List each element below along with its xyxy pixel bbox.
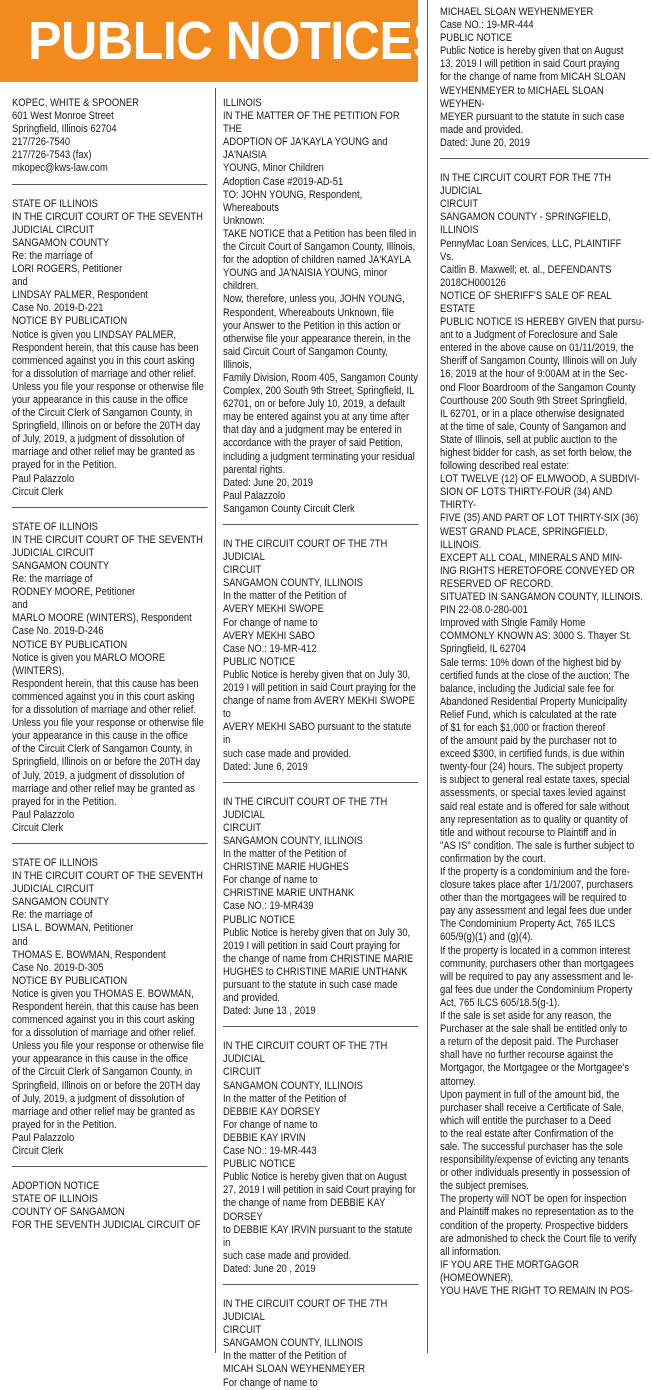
notice-line: commenced against you in this court asking: [12, 354, 195, 367]
notice-separator: [12, 507, 207, 508]
notice-line: If the sale is set aside for any reason, the: [440, 1010, 612, 1023]
notice-line: marriage and other relief may be granted as: [12, 1105, 195, 1118]
notice-line: PUBLIC NOTICE: [223, 1158, 296, 1171]
notice-line: Respondent herein, that this cause has been: [12, 1001, 199, 1013]
notice-separator: [223, 524, 418, 525]
public-notices-banner: [0, 0, 446, 82]
page-title: PUBLIC NOTICES: [28, 11, 446, 71]
notice-block: [223, 796, 418, 1019]
notice-line: SANGAMON COUNTY, ILLINOIS: [223, 834, 363, 847]
notice-line: your appearance in this cause in the office: [12, 730, 189, 743]
notice-line: Dated: June 20, 2019: [440, 136, 530, 149]
notice-line: Springfield, Illinois on or before the 20TH day: [12, 756, 201, 769]
notice-line: Case NO.: 19-MR-444: [440, 19, 534, 32]
notice-line: Unknown:: [223, 214, 265, 227]
notice-line: NOTICE BY PUBLICATION: [12, 974, 128, 987]
notice-block: [12, 1180, 207, 1232]
notice-line: commenced against you in this court asking: [12, 1014, 195, 1027]
notice-line: Paul Palazzolo: [223, 489, 286, 502]
notice-line: 601 West Monroe Street: [12, 110, 114, 123]
notice-line: following described real estate:: [440, 460, 570, 473]
notice-line: the change of name from DEBBIE KAY DORSEY: [223, 1197, 386, 1223]
notice-line: PUBLIC NOTICE: [223, 655, 296, 668]
notice-line: the subject premises.: [440, 1180, 529, 1193]
notice-line: condition of the property. Prospective bidders: [440, 1219, 629, 1232]
notice-line: NOTICE OF SHERIFF'S SALE OF REAL ESTATE: [440, 289, 612, 315]
notice-line: CIRCUIT: [223, 564, 262, 577]
notice-line: DEBBIE KAY IRVIN: [223, 1131, 306, 1144]
notice-line: 16, 2019 at the hour of 9:00AM at in the Sec-: [440, 368, 628, 381]
notice-line: Respondent, Whereabouts Unknown, file: [223, 306, 394, 319]
notice-line: SITUATED IN SANGAMON COUNTY, ILLINOIS.: [440, 591, 643, 604]
notice-line: WEYHENMEYER to MICHAEL SLOAN WEYHEN-: [440, 84, 604, 110]
notice-line: COUNTY OF SANGAMON: [12, 1206, 125, 1219]
notice-block: [12, 521, 207, 835]
notice-line: ant to a Judgment of Foreclosure and Sale: [440, 329, 618, 342]
notice-line: of July, 2019, a judgment of dissolution of: [12, 769, 185, 782]
notice-separator: [440, 158, 649, 159]
notice-line: LOT TWELVE (12) OF ELMWOOD, A SUBDIVI-: [440, 473, 640, 486]
notice-line: Mortgagor, the Mortgagee or the Mortgagee's: [440, 1062, 629, 1075]
notice-block: [223, 1298, 418, 1390]
notice-line: PUBLIC NOTICE IS HEREBY GIVEN that pursu-: [440, 316, 645, 329]
notice-line: IN THE CIRCUIT COURT FOR THE 7TH JUDICIAL: [440, 172, 612, 198]
notice-line: HUGHES to CHRISTINE MARIE UNTHANK: [223, 965, 408, 978]
notice-line: shall have no further recourse against the: [440, 1049, 614, 1062]
column-divider: [427, 0, 428, 1353]
notice-line: sale. The successful purchaser has the sole: [440, 1140, 623, 1153]
notice-line: CIRCUIT: [223, 821, 262, 834]
notice-line: YOU HAVE THE RIGHT TO REMAIN IN POS-: [440, 1285, 634, 1297]
column-divider: [215, 88, 216, 1353]
notice-column-2: [223, 97, 418, 1390]
notice-line: JUDICIAL CIRCUIT: [12, 546, 95, 559]
notice-line: Public Notice is hereby given that on August: [223, 1171, 407, 1184]
notice-line: Purchaser at the sale shall be entitled only to: [440, 1023, 628, 1036]
notice-line: 2018CH000126: [440, 276, 506, 289]
notice-line: For change of name to: [223, 1118, 318, 1131]
notice-column-1: [12, 97, 207, 1233]
notice-line: Dated: June 13 , 2019: [223, 1005, 316, 1018]
notice-line: FOR THE SEVENTH JUDICIAL CIRCUIT OF: [12, 1219, 201, 1232]
notice-line: STATE OF ILLINOIS: [12, 1193, 98, 1206]
notice-line: State of Illinois, sell at public auction to the: [440, 433, 618, 446]
notice-line: Dated: June 20, 2019: [223, 476, 313, 489]
notice-line: IN THE CIRCUIT COURT OF THE SEVENTH: [12, 870, 203, 883]
notice-line: change of name from AVERY MEKHI SWOPE to: [223, 695, 415, 721]
notice-separator: [12, 1166, 207, 1167]
notice-line: CHRISTINE MARIE UNTHANK: [223, 887, 355, 900]
notice-line: to the real estate after Confirmation of the: [440, 1127, 614, 1140]
notice-line: such case made and provided.: [223, 747, 352, 760]
notice-line: AVERY MEKHI SWOPE: [223, 603, 324, 616]
notice-line: Case No. 2019-D-246: [12, 625, 104, 638]
notice-block: [12, 97, 207, 176]
notice-line: If the property is located in a common interest: [440, 944, 631, 957]
notice-line: community, purchasers other than mortgagees: [440, 957, 634, 970]
notice-line: is subject to general real estate taxes, special: [440, 774, 630, 787]
notice-line: Public Notice is hereby given that on July 30,: [223, 926, 411, 939]
notice-line: Complex, 200 South 9th Street, Springfield, IL: [223, 385, 415, 398]
notice-line: your appearance in this cause in the office: [12, 1053, 189, 1066]
notice-line: Case No. 2019-D-221: [12, 302, 104, 315]
notice-line: JUDICIAL CIRCUIT: [12, 883, 95, 896]
notice-line: SANGAMON COUNTY: [12, 236, 110, 249]
notice-line: of the Circuit Clerk of Sangamon County, in: [12, 407, 193, 420]
notice-block: [223, 97, 418, 516]
notice-line: PennyMac Loan Services, LLC, PLAINTIFF: [440, 237, 622, 250]
notice-line: pursuant to the statute in such case made: [223, 979, 398, 991]
notice-line: SANGAMON COUNTY: [12, 896, 110, 909]
notice-line: RODNEY MOORE, Petitioner: [12, 586, 136, 599]
notice-line: If the property is a condominium and the fore-: [440, 866, 630, 878]
notice-line: 217/726-7543 (fax): [12, 149, 92, 162]
notice-line: PIN 22-08.0-280-001: [440, 604, 528, 617]
notice-line: RESERVED OF RECORD.: [440, 577, 554, 590]
notice-line: said real estate and is offered for sale without: [440, 800, 630, 813]
notice-line: IF YOU ARE THE MORTGAGOR (HOMEOWNER),: [440, 1258, 580, 1284]
notice-line: commenced against you in this court asking: [12, 690, 195, 703]
notice-line: of July, 2019, a judgment of dissolution of: [12, 1092, 185, 1105]
notice-line: exceed $300, in certified funds, is due within: [440, 748, 625, 761]
notice-line: balance, including the Judicial sale fee for: [440, 682, 615, 695]
notice-line: NOTICE BY PUBLICATION: [12, 638, 128, 651]
notice-line: THOMAS E. BOWMAN, Respondent: [12, 948, 166, 961]
notice-line: SANGAMON COUNTY - SPRINGFIELD, ILLINOIS: [440, 211, 611, 237]
notice-line: Adoption Case #2019-AD-51: [223, 175, 344, 188]
notice-block: [223, 538, 418, 774]
notice-line: TAKE NOTICE that a Petition has been filed in: [223, 227, 417, 240]
notice-line: assessments, or special taxes levied against: [440, 787, 626, 800]
notice-line: Relief Fund, which is calculated at the rate: [440, 708, 617, 721]
notice-line: AVERY MEKHI SABO: [223, 629, 316, 642]
notice-line: prayed for in the Petition.: [12, 459, 117, 472]
notice-line: 2019 I will petition in said Court praying for the: [223, 682, 416, 695]
notice-line: ADOPTION NOTICE: [12, 1180, 100, 1193]
notice-line: MICAH SLOAN WEYHENMEYER: [223, 1363, 366, 1376]
notice-line: Sheriff of Sangamon County, Illinois will on July: [440, 355, 637, 368]
notice-line: to DEBBIE KAY IRVIN pursuant to the statute in: [223, 1223, 413, 1249]
notice-line: PUBLIC NOTICE: [440, 32, 513, 45]
notice-line: for the adoption of children named JA'KAYLA: [223, 254, 411, 267]
notice-line: CIRCUIT: [223, 1066, 262, 1079]
notice-line: Unless you file your response or otherwise file: [12, 717, 204, 730]
notice-line: at the time of sale, County of Sangamon and: [440, 420, 627, 433]
notice-block: [440, 6, 649, 150]
notice-line: WEST GRAND PLACE, SPRINGFIELD, ILLINOIS.: [440, 525, 608, 551]
notice-line: will be required to pay any assessment and le-: [440, 970, 634, 983]
notice-line: NOTICE BY PUBLICATION: [12, 315, 128, 328]
notice-line: In the matter of the Petition of: [223, 1092, 347, 1105]
notice-line: confirmation by the court.: [440, 852, 546, 865]
notice-line: entered in the above cause on 01/11/2019, the: [440, 342, 634, 355]
notice-line: of the Circuit Clerk of Sangamon County, in: [12, 743, 193, 756]
notice-line: other than the mortgagees will be required to: [440, 892, 627, 905]
notice-line: marriage and other relief may be granted as: [12, 782, 195, 795]
notice-line: Unless you file your response or otherwise file: [12, 380, 204, 393]
notice-line: your Answer to the Petition in this action or: [223, 319, 401, 332]
notice-line: IN THE MATTER OF THE PETITION FOR THE: [223, 110, 400, 136]
notice-line: Circuit Clerk: [12, 821, 64, 834]
notice-line: Respondent herein, that this cause has been: [12, 341, 199, 354]
notice-line: which will entitle the purchaser to a Deed: [440, 1114, 611, 1127]
notice-line: FIVE (35) AND PART OF LOT THIRTY-SIX (36): [440, 512, 639, 525]
notice-line: ILLINOIS: [223, 97, 262, 109]
notice-line: LISA L. BOWMAN, Petitioner: [12, 922, 134, 935]
notice-line: DEBBIE KAY DORSEY: [223, 1105, 321, 1118]
notice-line: Sale terms: 10% down of the highest bid by: [440, 656, 621, 669]
notice-block: [12, 857, 207, 1158]
notice-line: Sangamon County Circuit Clerk: [223, 502, 355, 515]
notice-line: purchaser shall receive a Certificate of Sale,: [440, 1101, 625, 1114]
notice-line: STATE OF ILLINOIS: [12, 520, 98, 533]
notice-line: of July, 2019, a judgment of dissolution of: [12, 433, 185, 446]
notice-line: Case NO.: 19-MR-412: [223, 642, 317, 655]
notice-line: Family Division, Room 405, Sangamon County: [223, 371, 418, 384]
notice-line: Notice is given you THOMAS E. BOWMAN,: [12, 987, 194, 1000]
notice-block: [440, 172, 649, 1298]
notice-line: the change of name from CHRISTINE MARIE: [223, 952, 414, 965]
notice-line: Springfield, IL 62704: [440, 643, 526, 656]
notice-line: mkopec@kws-law.com: [12, 162, 108, 175]
notice-line: for a dissolution of marriage and other relief.: [12, 367, 197, 380]
notice-line: IN THE CIRCUIT COURT OF THE 7TH JUDICIAL: [223, 1297, 388, 1324]
notice-separator: [12, 184, 207, 185]
notice-line: prayed for in the Petition.: [12, 1118, 117, 1131]
notice-line: a return of the deposit paid. The Purchaser: [440, 1036, 619, 1049]
notice-line: For change of name to: [223, 874, 318, 887]
notice-line: Case NO.: 19-MR-443: [223, 1145, 317, 1158]
notice-line: that day and a judgment may be entered in: [223, 424, 402, 437]
notice-line: twenty-four (24) hours. The subject property: [440, 761, 623, 774]
notice-line: and: [12, 599, 28, 612]
notice-line: LINDSAY PALMER, Respondent: [12, 289, 148, 302]
notice-line: for the change of name from MICAH SLOAN: [440, 71, 626, 84]
notice-line: and Plaintiff makes no representation as to the: [440, 1206, 634, 1219]
notice-line: COMMONLY KNOWN AS: 3000 S. Thayer St.: [440, 630, 632, 643]
notice-line: IL 62701, or in a place otherwise designated: [440, 407, 625, 420]
notice-line: Paul Palazzolo: [12, 472, 75, 485]
notice-line: JUDICIAL CIRCUIT: [12, 223, 95, 236]
notice-line: Public Notice is hereby given that on August: [440, 45, 624, 58]
notice-line: 605/9(g)(1) and (g)(4).: [440, 931, 534, 944]
notice-line: Dated: June 6, 2019: [223, 760, 308, 773]
notice-line: and: [12, 935, 28, 948]
notice-line: 13, 2019 I will petition in said Court praying: [440, 58, 620, 71]
notice-line: 217/726-7540: [12, 136, 71, 149]
notice-line: parental rights.: [223, 463, 286, 476]
notice-line: Abandoned Residential Property Municipality: [440, 695, 628, 708]
notice-block: [223, 1040, 418, 1276]
notice-line: Circuit Clerk: [12, 1145, 64, 1158]
notice-line: CIRCUIT: [440, 198, 479, 211]
notice-line: of $1 for each $1,000 or fraction thereof: [440, 721, 606, 734]
notice-line: otherwise file your appearance therein, in the: [223, 332, 411, 345]
notice-line: Case NO.: 19-MR439: [223, 900, 314, 913]
notice-line: accordance with the prayer of said Petition,: [223, 437, 403, 450]
notice-line: 2019 I will petition in said Court praying for: [223, 939, 401, 952]
notice-line: The Condominium Property Act, 765 ILCS: [440, 918, 616, 931]
notice-line: may be entered against you at any time after: [223, 411, 410, 424]
notice-line: highest bidder for cash, as set forth below, the: [440, 447, 632, 459]
notice-line: gal fees due under the Condominium Property: [440, 983, 633, 996]
notice-line: such case made and provided.: [223, 1249, 352, 1262]
notice-line: Improved with Single Family Home: [440, 617, 586, 630]
notice-line: AVERY MEKHI SABO pursuant to the statute in: [223, 721, 412, 747]
notice-line: prayed for in the Petition.: [12, 795, 117, 808]
notice-line: Unless you file your response or otherwise file: [12, 1040, 204, 1053]
notice-line: closure takes place after 1/1/2007, purchasers: [440, 879, 633, 892]
notice-line: KOPEC, WHITE & SPOONER: [12, 97, 139, 109]
notice-line: SANGAMON COUNTY, ILLINOIS: [223, 577, 363, 590]
notice-line: In the matter of the Petition of: [223, 590, 347, 603]
notice-line: MARLO MOORE (WINTERS), Respondent: [12, 612, 192, 625]
notice-line: In the matter of the Petition of: [223, 1350, 347, 1363]
notice-line: "AS IS" condition. The sale is further subject to: [440, 839, 635, 852]
notice-line: Caitlin B. Maxwell; et. al., DEFENDANTS: [440, 263, 612, 276]
notice-separator: [12, 843, 207, 844]
notice-column-3: [440, 6, 649, 1298]
notice-line: CHRISTINE MARIE HUGHES: [223, 861, 349, 874]
notice-line: or other individuals presently in possession of: [440, 1167, 630, 1180]
notice-line: Case No. 2019-D-305: [12, 961, 104, 974]
notice-line: 62701, on or before July 10, 2019, a default: [223, 398, 405, 411]
notice-line: ond Floor Boardroom of the Sangamon County: [440, 381, 636, 394]
notice-line: SANGAMON COUNTY, ILLINOIS: [223, 1337, 363, 1350]
notice-line: said Circuit Court of Sangamon County, Illinois,: [223, 345, 389, 371]
notice-separator: [223, 1284, 418, 1285]
notice-line: IN THE CIRCUIT COURT OF THE 7TH JUDICIAL: [223, 538, 388, 564]
notice-line: all information.: [440, 1245, 502, 1258]
notice-line: Springfield, Illinois on or before the 20TH day: [12, 420, 201, 433]
notice-separator: [223, 1026, 418, 1027]
notice-block: [12, 198, 207, 499]
notice-line: IN THE CIRCUIT COURT OF THE 7TH JUDICIAL: [223, 1040, 388, 1066]
notice-line: IN THE CIRCUIT COURT OF THE 7TH JUDICIAL: [223, 795, 388, 821]
notice-line: Re: the marriage of: [12, 909, 93, 922]
notice-line: Dated: June 20 , 2019: [223, 1262, 316, 1275]
notice-line: Springfield, Illinois on or before the 20TH day: [12, 1079, 201, 1092]
notice-line: attorney.: [440, 1075, 476, 1088]
notice-line: of the Circuit Clerk of Sangamon County, in: [12, 1066, 193, 1079]
notice-line: Re: the marriage of: [12, 249, 93, 262]
notice-line: of the amount paid by the purchaser not to: [440, 735, 617, 748]
notice-line: marriage and other relief may be granted as: [12, 446, 195, 459]
notice-line: responsibility/expense of evicting any tenants: [440, 1154, 629, 1167]
notice-line: STATE OF ILLINOIS: [12, 197, 98, 210]
notice-separator: [223, 782, 418, 783]
notice-line: Paul Palazzolo: [12, 808, 75, 821]
notice-line: In the matter of the Petition of: [223, 848, 347, 861]
notice-line: including a judgment terminating your residual: [223, 450, 415, 463]
notice-line: Springfield, Illinois 62704: [12, 123, 117, 136]
notice-line: Now, therefore, unless you, JOHN YOUNG,: [223, 293, 405, 306]
notice-line: for a dissolution of marriage and other relief.: [12, 704, 197, 717]
notice-line: Paul Palazzolo: [12, 1131, 75, 1144]
notice-line: title and without recourse to Plaintiff and in: [440, 826, 617, 839]
notice-line: YOUNG, Minor Children: [223, 162, 324, 175]
notice-line: your appearance in this cause in the office: [12, 393, 189, 406]
notice-line: Vs.: [440, 250, 454, 263]
notice-line: For change of name to: [223, 1376, 318, 1389]
notice-line: Notice is given you MARLO MOORE (WINTERS),: [12, 651, 166, 677]
notice-line: Courthouse 200 South 9th Street Springfield,: [440, 394, 628, 407]
notice-line: MICHAEL SLOAN WEYHENMEYER: [440, 6, 594, 18]
notice-line: EXCEPT ALL COAL, MINERALS AND MIN-: [440, 551, 623, 564]
notice-line: STATE OF ILLINOIS: [12, 856, 98, 869]
notice-line: certified funds at the close of the auction; The: [440, 669, 630, 682]
notice-line: made and provided.: [440, 123, 524, 136]
notice-line: YOUNG and JA'NAISIA YOUNG, minor children.: [223, 267, 388, 293]
notice-line: the Circuit Court of Sangamon County, Illinois,: [223, 241, 416, 254]
notice-line: SANGAMON COUNTY: [12, 560, 110, 572]
notice-line: IN THE CIRCUIT COURT OF THE SEVENTH: [12, 533, 203, 546]
notice-line: Act, 765 ILCS 605/18.5(g-1).: [440, 996, 560, 1009]
notice-line: 27, 2019 I will petition in said Court praying for: [223, 1184, 416, 1197]
notice-line: for a dissolution of marriage and other relief.: [12, 1027, 197, 1040]
notice-line: and provided.: [223, 992, 281, 1005]
notice-line: Circuit Clerk: [12, 485, 64, 498]
notice-line: ING RIGHTS HERETOFORE CONVEYED OR: [440, 564, 635, 577]
notice-line: The property will NOT be open for inspection: [440, 1193, 627, 1206]
notice-line: pay any assessment and legal fees due under: [440, 905, 632, 918]
notice-line: SION OF LOTS THIRTY-FOUR (34) AND THIRTY-: [440, 486, 613, 512]
notice-line: Respondent herein, that this cause has been: [12, 677, 199, 690]
notice-line: Re: the marriage of: [12, 573, 93, 586]
notice-line: are admonished to check the Court file to verify: [440, 1232, 637, 1245]
notice-line: For change of name to: [223, 616, 318, 629]
notice-line: LORI ROGERS, Petitioner: [12, 263, 123, 276]
notice-line: TO: JOHN YOUNG, Respondent, Whereabouts: [223, 188, 363, 214]
notice-line: SANGAMON COUNTY, ILLINOIS: [223, 1079, 363, 1092]
notice-line: MEYER pursuant to the statute in such case: [440, 110, 625, 123]
notice-line: Notice is given you LINDSAY PALMER,: [12, 328, 177, 341]
notice-line: CIRCUIT: [223, 1324, 262, 1337]
notice-line: Upon payment in full of the amount bid, the: [440, 1088, 620, 1101]
notice-line: Public Notice is hereby given that on July 30,: [223, 668, 411, 681]
notice-line: any representation as to quality or quantity of: [440, 813, 628, 826]
notice-line: ADOPTION OF JA'KAYLA YOUNG and JA'NAISIA: [223, 136, 388, 162]
notice-line: PUBLIC NOTICE: [223, 913, 296, 926]
notice-line: IN THE CIRCUIT COURT OF THE SEVENTH: [12, 210, 203, 223]
notice-line: and: [12, 276, 28, 289]
